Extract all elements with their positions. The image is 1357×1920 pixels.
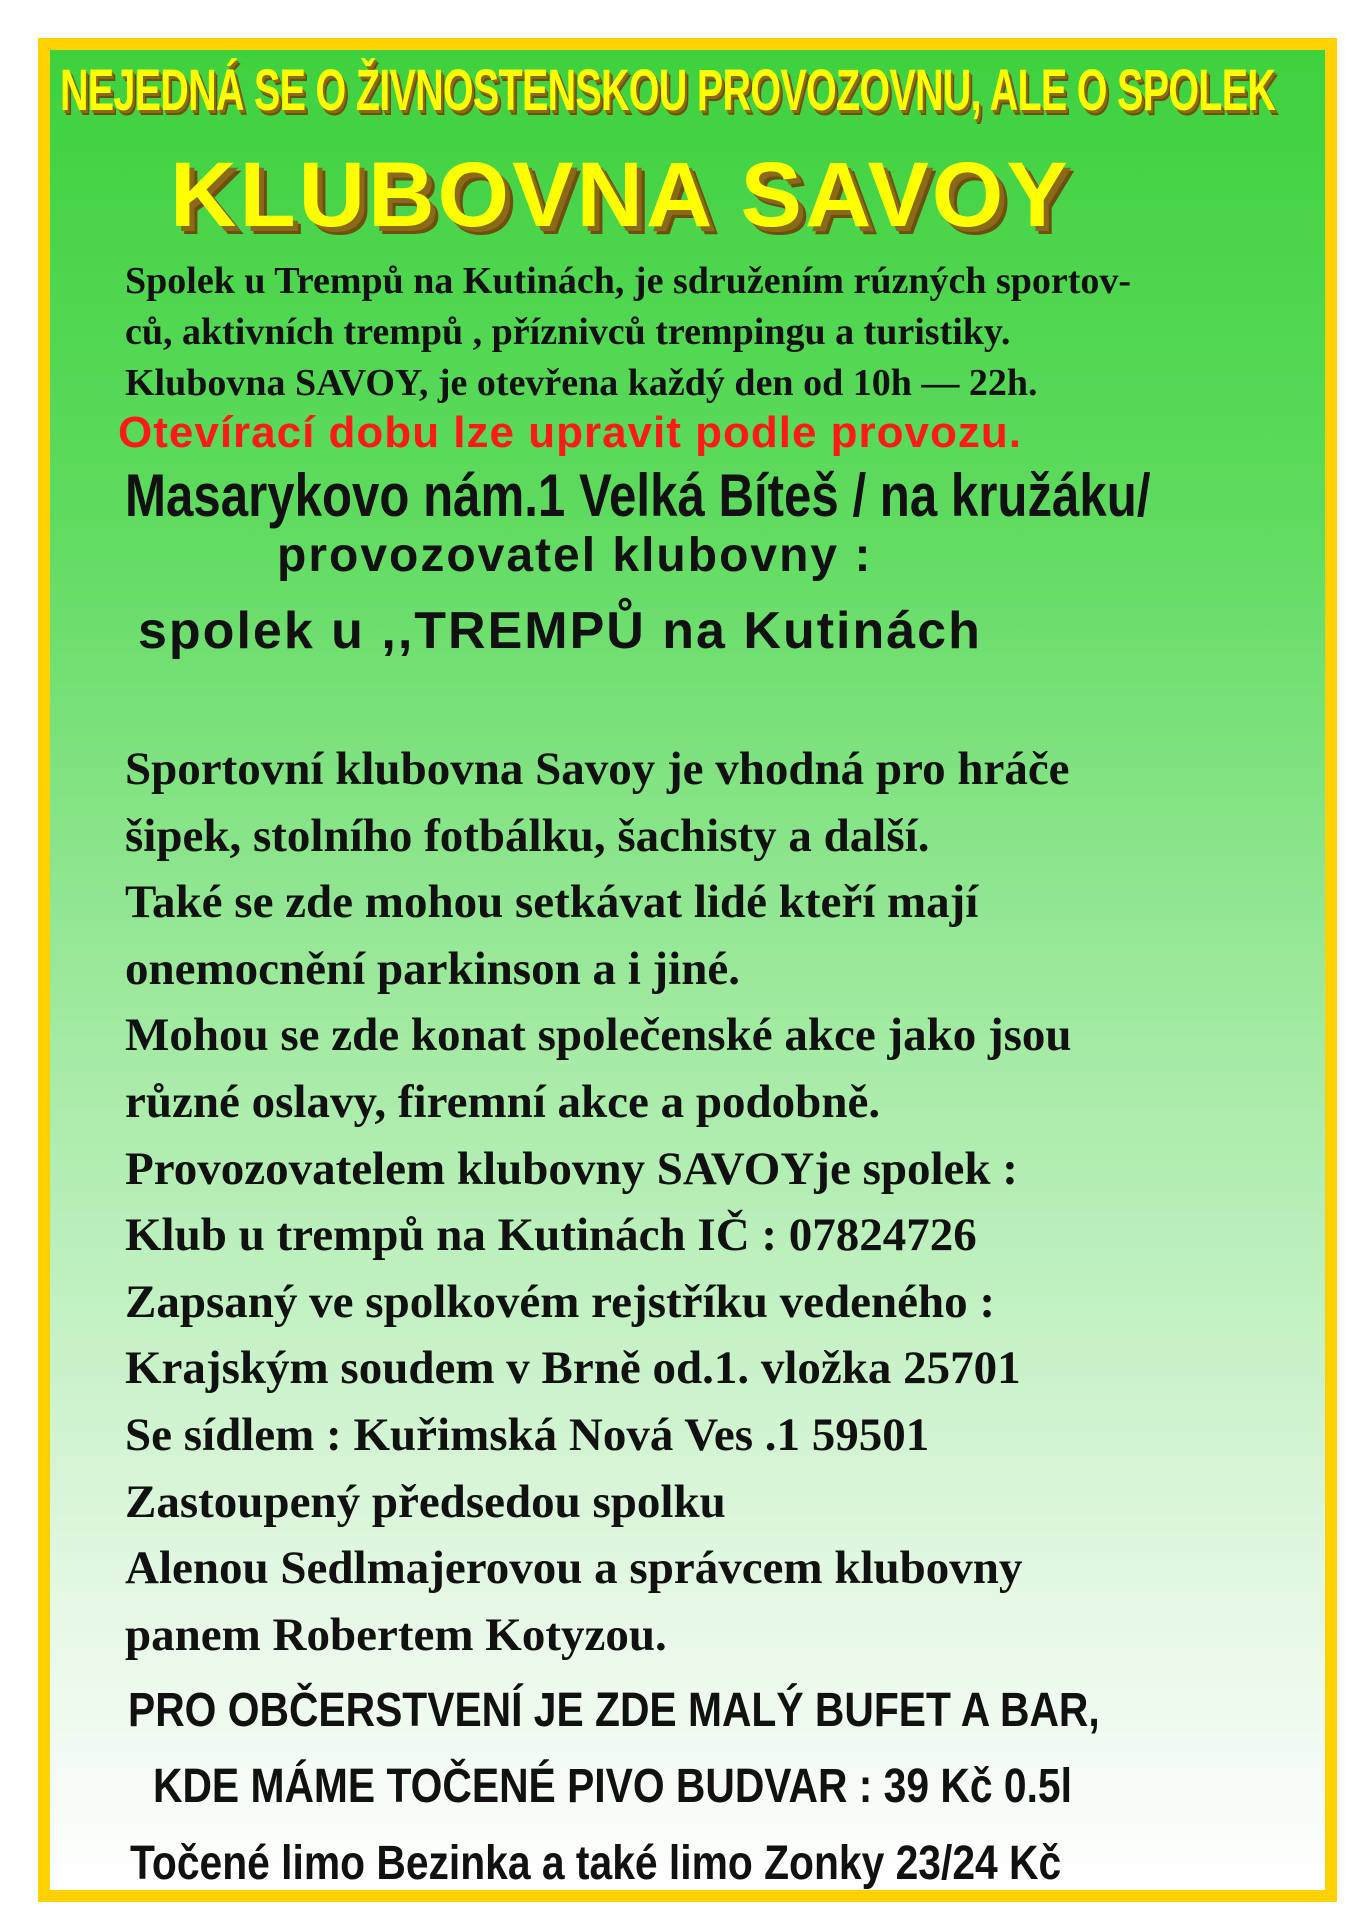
description-line: panem Robertem Kotyzou. [125, 1608, 667, 1661]
intro-paragraph [125, 256, 1131, 409]
description-line: Zapsaný ve spolkovém rejstříku vedeného : [125, 1275, 995, 1328]
description-line: různé oslavy, firemní akce a podobně. [125, 1075, 881, 1128]
lemonade-price-line: Točené limo Bezinka a také limo Zonky 23/24 Kč [130, 1837, 1062, 1890]
description-line: Provozovatelem klubovny SAVOYje spolek : [125, 1142, 1018, 1195]
opening-hours-note: Otevírací dobu lze upravit podle provozu. [118, 408, 1023, 457]
description-line: Klub u trempů na Kutinách IČ : 07824726 [125, 1209, 977, 1262]
description-paragraph [125, 736, 1072, 1668]
description-line: Se sídlem : Kuřimská Nová Ves .1 59501 [125, 1408, 930, 1461]
description-line: Mohou se zde konat společenské akce jako jsou [125, 1009, 1072, 1062]
description-line: Alenou Sedlmajerovou a správcem klubovny [125, 1542, 1023, 1595]
description-line: Také se zde mohou setkávat lidé kteří mají [125, 876, 979, 929]
club-name: spolek u ,,TREMPŮ na Kutinách [138, 602, 982, 660]
description-line: Zastoupený předsedou spolku [125, 1475, 726, 1528]
beer-price-line: KDE MÁME TOČENÉ PIVO BUDVAR : 39 Kč 0.5l [153, 1760, 1072, 1813]
notice-banner: NEJEDNÁ SE O ŽIVNOSTENSKOU PROVOZOVNU, ALE O SPOLEK [60, 58, 1276, 123]
operator-label: provozovatel klubovny : [277, 529, 873, 582]
intro-line: Klubovna SAVOY, je otevřena každý den od 10h — 22h. [125, 362, 1038, 404]
description-line: šipek, stolního fotbálku, šachisty a další. [125, 809, 930, 862]
bar-info-line: PRO OBČERSTVENÍ JE ZDE MALÝ BUFET A BAR, [128, 1684, 1100, 1737]
address: Masarykovo nám.1 Velká Bíteš / na kružáku/ [125, 462, 1151, 529]
description-line: Krajským soudem v Brně od.1. vložka 25701 [125, 1342, 1021, 1395]
description-line: onemocnění parkinson a i jiné. [125, 942, 740, 995]
intro-line: Spolek u Trempů na Kutinách, je sdružením rúzných sportov- [125, 260, 1132, 302]
poster-title: KLUBOVNA SAVOY [170, 144, 1071, 246]
intro-line: ců, aktivních trempů , příznivců trempingu a turistiky. [125, 311, 1011, 353]
description-line: Sportovní klubovna Savoy je vhodná pro hráče [125, 743, 1070, 795]
